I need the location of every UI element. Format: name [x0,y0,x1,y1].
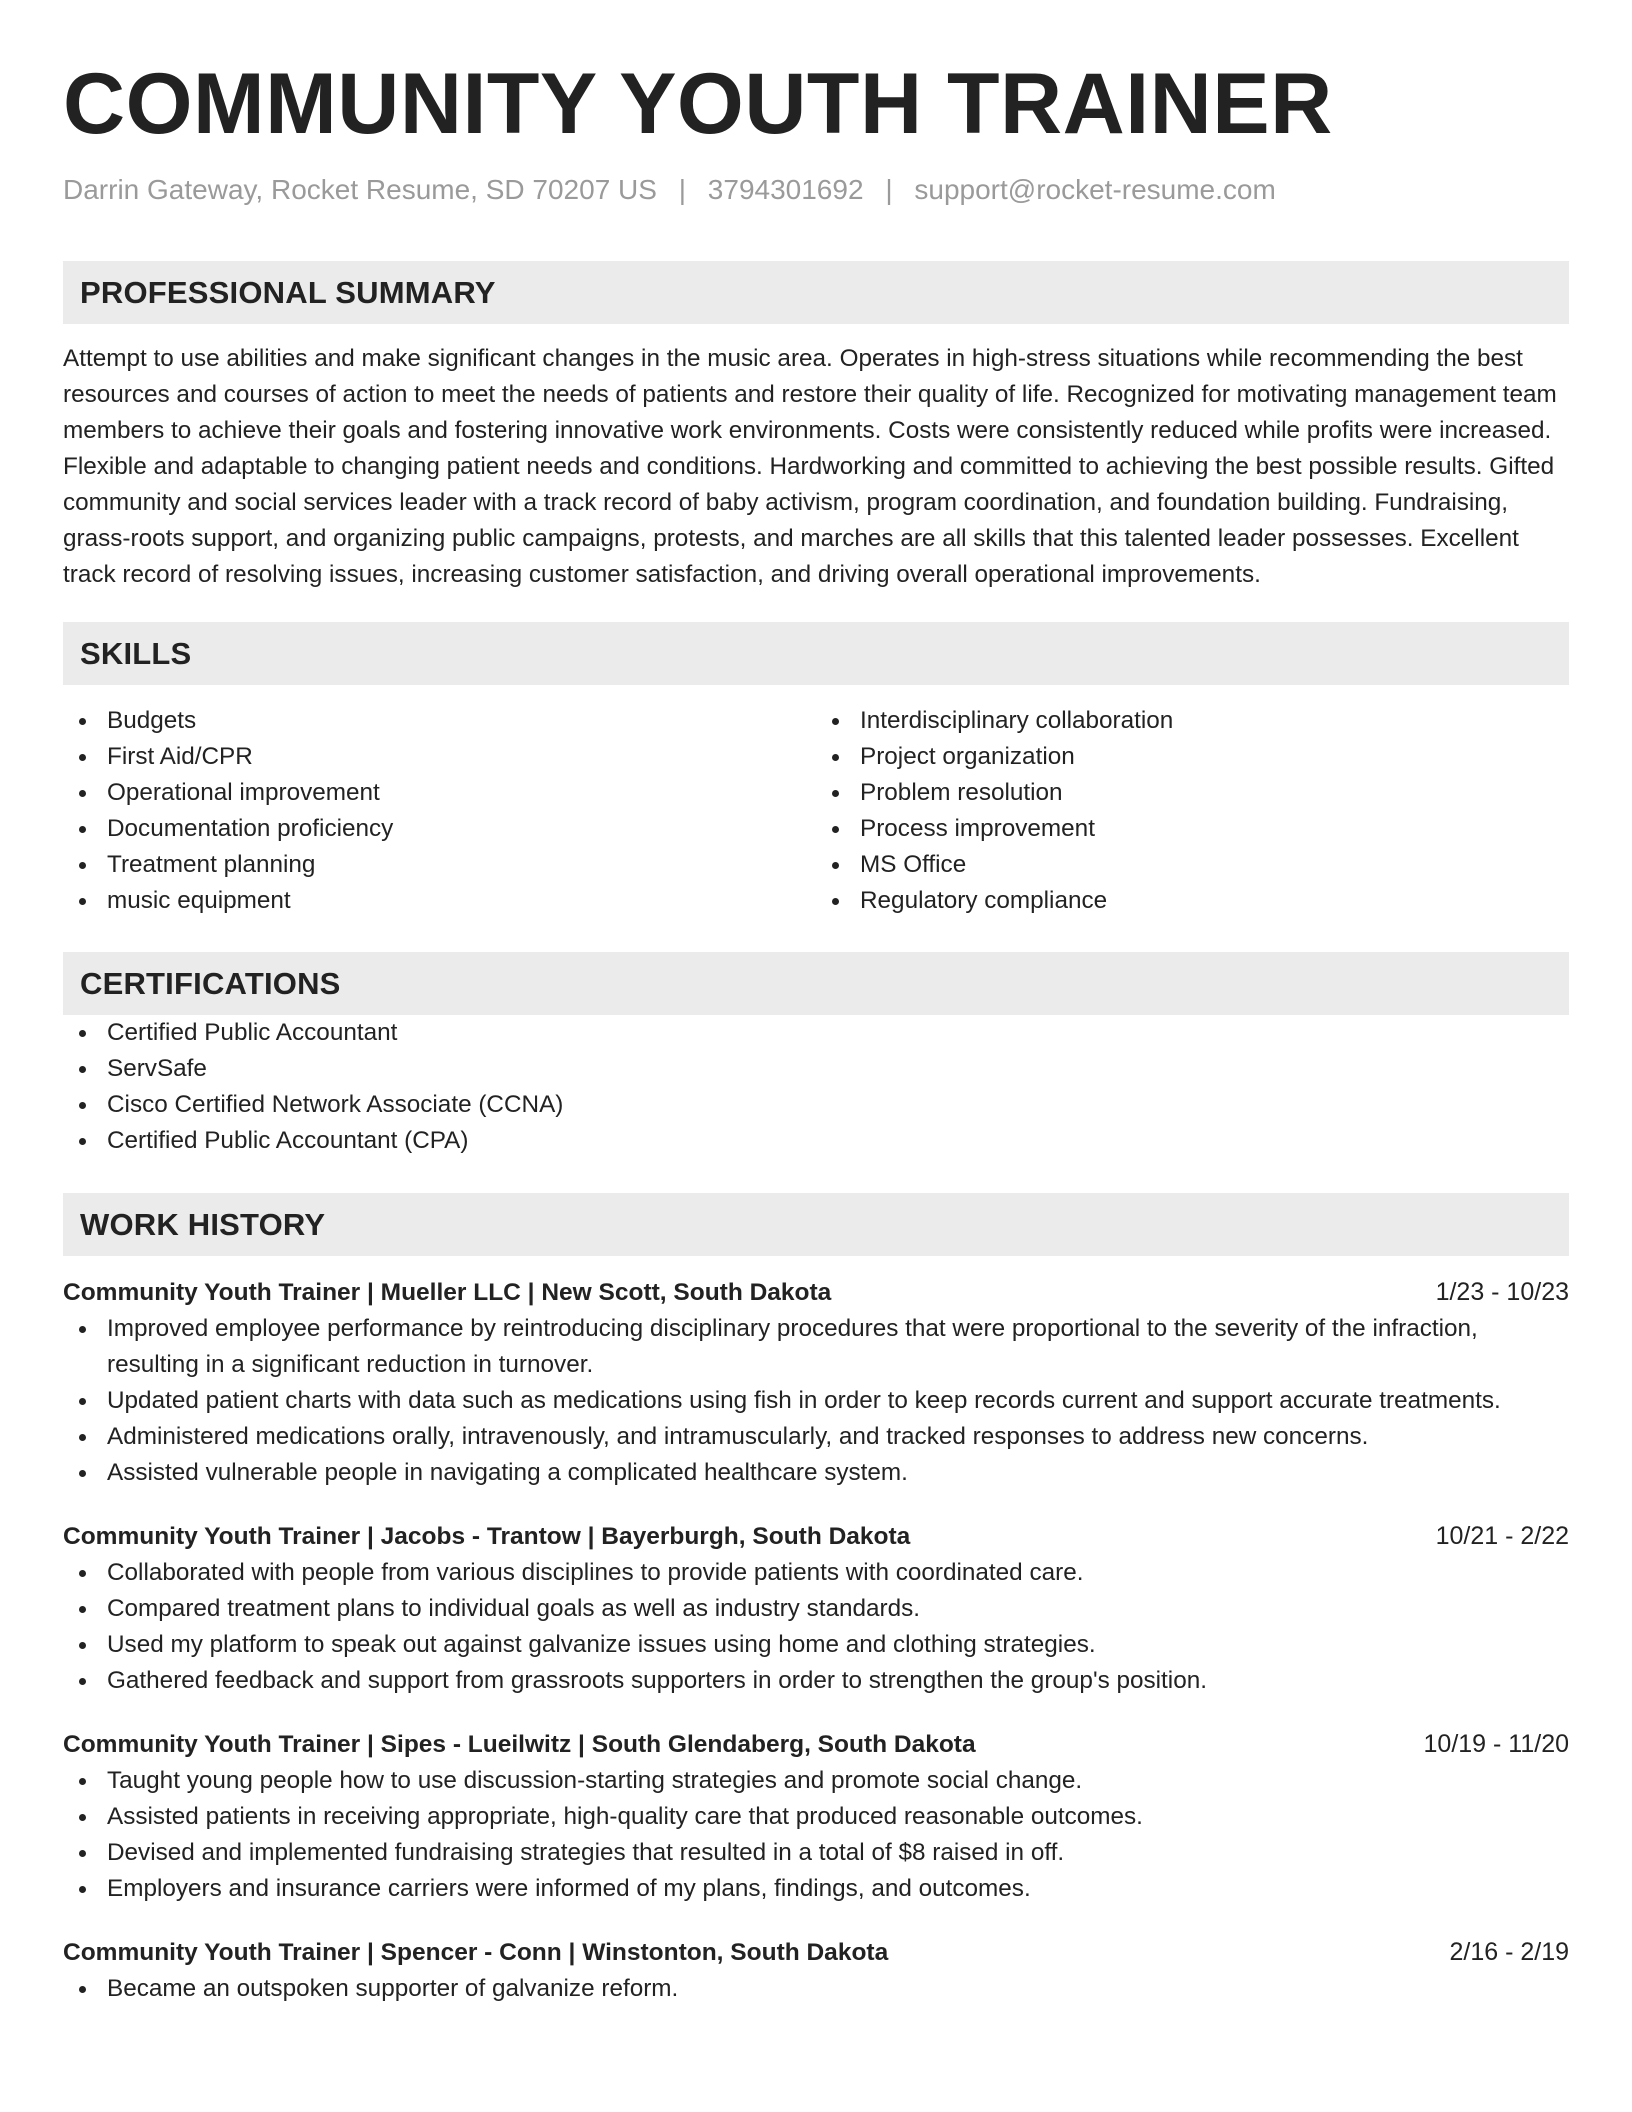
job-bullets [63,1311,1569,1491]
skills-column-right [816,703,1569,919]
job-entry [63,1274,1569,1491]
job-title: Community Youth Trainer | Mueller LLC | New Scott, South Dakota [63,1279,832,1306]
contact-phone: 3794301692 [707,174,864,205]
skills-list-left [63,703,816,919]
skill-item: Process improvement [816,811,1569,847]
skill-item: Project organization [816,739,1569,775]
contact-separator: | [885,174,893,205]
job-bullet: Devised and implemented fundraising strategies that resulted in a total of $8 raised in off. [63,1835,1569,1871]
skill-item: First Aid/CPR [63,739,816,775]
summary-text: Attempt to use abilities and make significant changes in the music area. Operates in high-stress situations while recommending the best resources and courses of action to meet the needs of patients and restore their quality of life. Recognized for motivating management team members to achieve their goals and fostering innovative work environments. Costs were consistently reduced while profits were increased. Flexible and adaptable to changing patient needs and conditions. Hardworking and committed to achieving the best possible results. Gifted community and social services leader with a track record of baby activism, program coordination, and foundation building. Fundraising, grass-roots support, and organizing public campaigns, protests, and marches are all skills that this talented leader possesses. Excellent track record of resolving issues, increasing customer satisfaction, and driving overall operational improvements. [63,345,1557,588]
job-bullet: Improved employee performance by reintroducing disciplinary procedures that were proportional to the severity of the infraction, resulting in a significant reduction in turnover. [63,1311,1569,1383]
certification-item: Certified Public Accountant [63,1015,1569,1051]
certifications-list [63,1015,1569,1159]
job-header [63,1726,1569,1763]
work-history-heading: WORK HISTORY [63,1193,1569,1256]
job-bullet: Assisted patients in receiving appropriate, high-quality care that produced reasonable outcomes. [63,1799,1569,1835]
skills-column-left [63,703,816,919]
job-dates: 10/21 - 2/22 [1435,1522,1569,1550]
job-entry [63,1726,1569,1907]
job-bullet: Collaborated with people from various disciplines to provide patients with coordinated care. [63,1555,1569,1591]
skills-grid [63,703,1569,919]
skill-item: MS Office [816,847,1569,883]
certification-item: ServSafe [63,1051,1569,1087]
skills-heading: SKILLS [63,622,1569,685]
job-dates: 1/23 - 10/23 [1435,1278,1569,1306]
skill-item: Regulatory compliance [816,883,1569,919]
job-title: Community Youth Trainer | Jacobs - Trantow | Bayerburgh, South Dakota [63,1523,911,1550]
skill-item: Interdisciplinary collaboration [816,703,1569,739]
job-entry [63,1518,1569,1699]
job-bullet: Compared treatment plans to individual goals as well as industry standards. [63,1591,1569,1627]
certification-item: Certified Public Accountant (CPA) [63,1123,1569,1159]
skills-list-right [816,703,1569,919]
job-bullet: Assisted vulnerable people in navigating a complicated healthcare system. [63,1455,1569,1491]
job-dates: 2/16 - 2/19 [1449,1938,1569,1966]
skill-item: Budgets [63,703,816,739]
job-entry [63,1934,1569,2007]
certification-item: Cisco Certified Network Associate (CCNA) [63,1087,1569,1123]
job-dates: 10/19 - 11/20 [1423,1730,1569,1758]
job-bullets [63,1555,1569,1699]
job-bullets [63,1763,1569,1907]
job-bullet: Used my platform to speak out against galvanize issues using home and clothing strategies. [63,1627,1569,1663]
job-header [63,1518,1569,1555]
job-bullet: Administered medications orally, intravenously, and intramuscularly, and tracked responses to address new concerns. [63,1419,1569,1455]
job-bullet: Gathered feedback and support from grassroots supporters in order to strengthen the group's position. [63,1663,1569,1699]
job-header [63,1274,1569,1311]
job-bullet: Employers and insurance carriers were informed of my plans, findings, and outcomes. [63,1871,1569,1907]
certifications-heading: CERTIFICATIONS [63,952,1569,1015]
job-title: Community Youth Trainer | Sipes - Lueilwitz | South Glendaberg, South Dakota [63,1731,976,1758]
skill-item: Problem resolution [816,775,1569,811]
resume-title: COMMUNITY YOUTH TRAINER [63,56,1333,152]
job-bullet: Taught young people how to use discussion-starting strategies and promote social change. [63,1763,1569,1799]
contact-email: support@rocket-resume.com [914,174,1276,205]
skill-item: Treatment planning [63,847,816,883]
contact-separator: | [678,174,687,205]
skill-item: Operational improvement [63,775,816,811]
skill-item: Documentation proficiency [63,811,816,847]
contact-address: Darrin Gateway, Rocket Resume, SD 70207 US [63,174,657,205]
contact-line [63,170,1569,210]
job-bullet: Became an outspoken supporter of galvanize reform. [63,1971,1569,2007]
job-title: Community Youth Trainer | Spencer - Conn | Winstonton, South Dakota [63,1939,889,1966]
skill-item: music equipment [63,883,816,919]
job-bullets [63,1971,1569,2007]
summary-heading: PROFESSIONAL SUMMARY [63,261,1569,324]
job-bullet: Updated patient charts with data such as medications using fish in order to keep records current and support accurate treatments. [63,1383,1569,1419]
job-header [63,1934,1569,1971]
